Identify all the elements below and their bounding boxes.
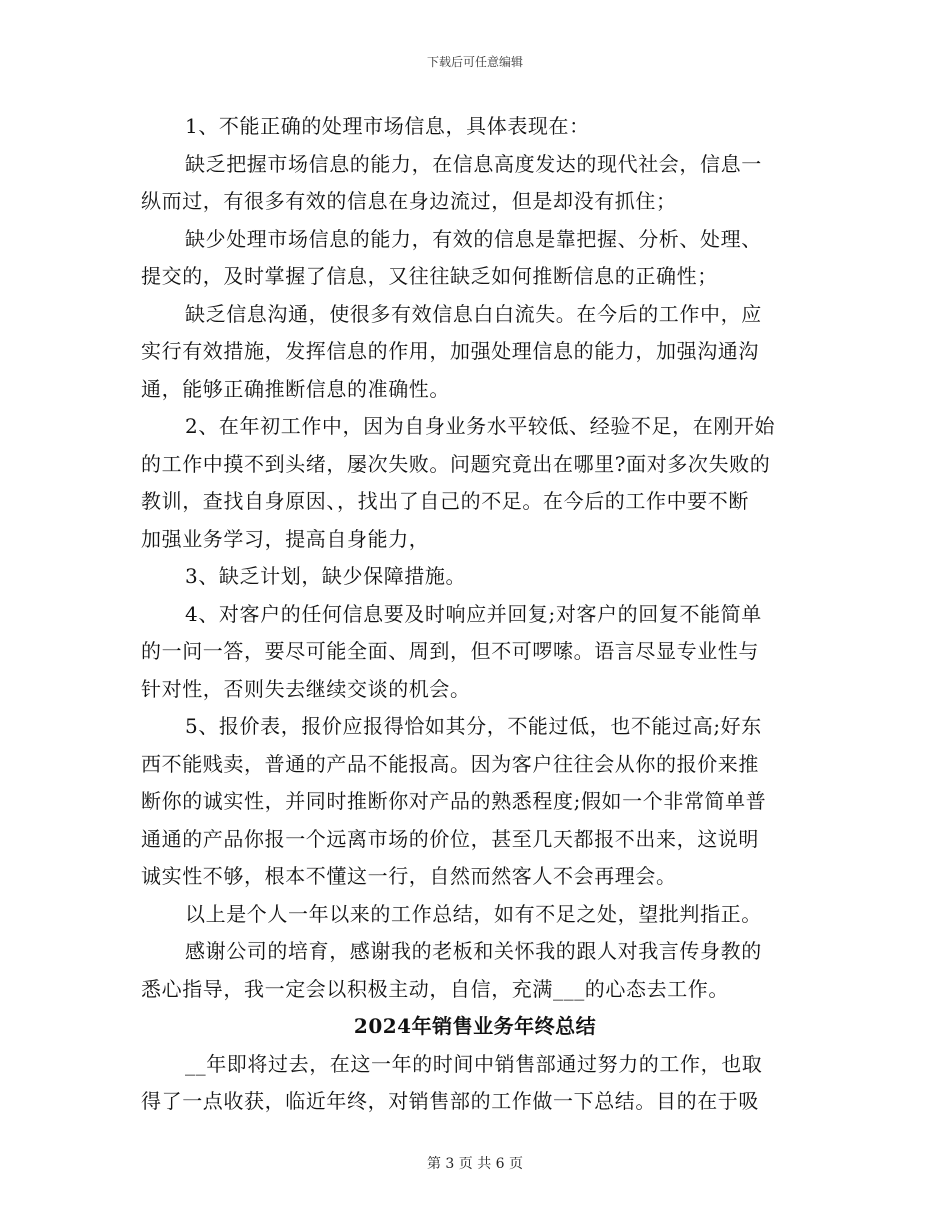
text-line: 通，能够正确推断信息的准确性。 [141, 376, 450, 401]
text-line: 纵而过，有很多有效的信息在身边流过，但是却没有抓住； [141, 189, 677, 213]
text-line: 3、缺乏计划，缺少保障措施。 [185, 564, 467, 588]
text-line: __年即将过去，在这一年的时间中销售部通过努力的工作，也取 [185, 1051, 763, 1076]
text-line: 断你的诚实性，并同时推断你对产品的熟悉程度;假如一个非常简单普 [141, 789, 767, 813]
text-line: 悉心指导，我一定会以积极主动，自信，充满___的心态去工作。 [141, 976, 729, 1001]
text-line: 得了一点收获，临近年终，对销售部的工作做一下总结。目的在于吸 [141, 1089, 759, 1113]
text-line: 针对性，否则失去继续交谈的机会。 [141, 676, 471, 701]
text-line: 2、在年初工作中，因为自身业务水平较低、经验不足，在刚开始 [185, 414, 776, 438]
text-line: 教训，查找自身原因、，找出了自己的不足。在今后的工作中要不断 [141, 489, 749, 513]
text-line: 4、对客户的任何信息要及时响应并回复;对客户的回复不能简单 [185, 601, 762, 626]
text-line: 通通的产品你报一个远离市场的价位，甚至几天都报不出来，这说明 [141, 826, 759, 851]
text-line: 的工作中摸不到头绪，屡次失败。问题究竟出在哪里?面对多次失败的 [141, 451, 771, 476]
text-line: 提交的，及时掌握了信息，又往往缺乏如何推断信息的正确性； [141, 264, 718, 288]
section-paragraph-lines [141, 1046, 809, 1121]
text-line: 缺少处理市场信息的能力，有效的信息是靠把握、分析、处理、 [185, 226, 762, 251]
section-title: 2024年销售业务年终总结 [353, 1014, 597, 1038]
text-line: 加强业务学习，提高自身能力， [141, 526, 430, 551]
document-body [141, 108, 809, 1121]
text-line: 缺乏把握市场信息的能力，在信息高度发达的现代社会，信息一 [185, 151, 762, 176]
text-line: 实行有效措施，发挥信息的作用，加强处理信息的能力，加强沟通沟 [141, 339, 759, 363]
text-line: 感谢公司的培育，感谢我的老板和关怀我的跟人对我言传身教的 [185, 939, 762, 963]
text-line: 1、不能正确的处理市场信息，具体表现在： [185, 114, 590, 138]
page-footer: 第 3 页 共 6 页 [426, 1156, 524, 1172]
text-line: 缺乏信息沟通，使很多有效信息白白流失。在今后的工作中，应 [185, 301, 762, 326]
text-line: 以上是个人一年以来的工作总结，如有不足之处，望批判指正。 [185, 901, 762, 926]
text-line: 西不能贱卖，普通的产品不能报高。因为客户往往会从你的报价来推 [141, 751, 759, 776]
paragraph-lines [141, 108, 809, 1008]
text-line: 的一问一答，要尽可能全面、周到，但不可啰嗦。语言尽显专业性与 [141, 639, 759, 663]
text-line: 诚实性不够，根本不懂这一行，自然而然客人不会再理会。 [141, 864, 677, 888]
text-line: 5、报价表，报价应报得恰如其分，不能过低，也不能过高;好东 [185, 714, 762, 738]
page-header: 下载后可任意编辑 [426, 55, 523, 69]
